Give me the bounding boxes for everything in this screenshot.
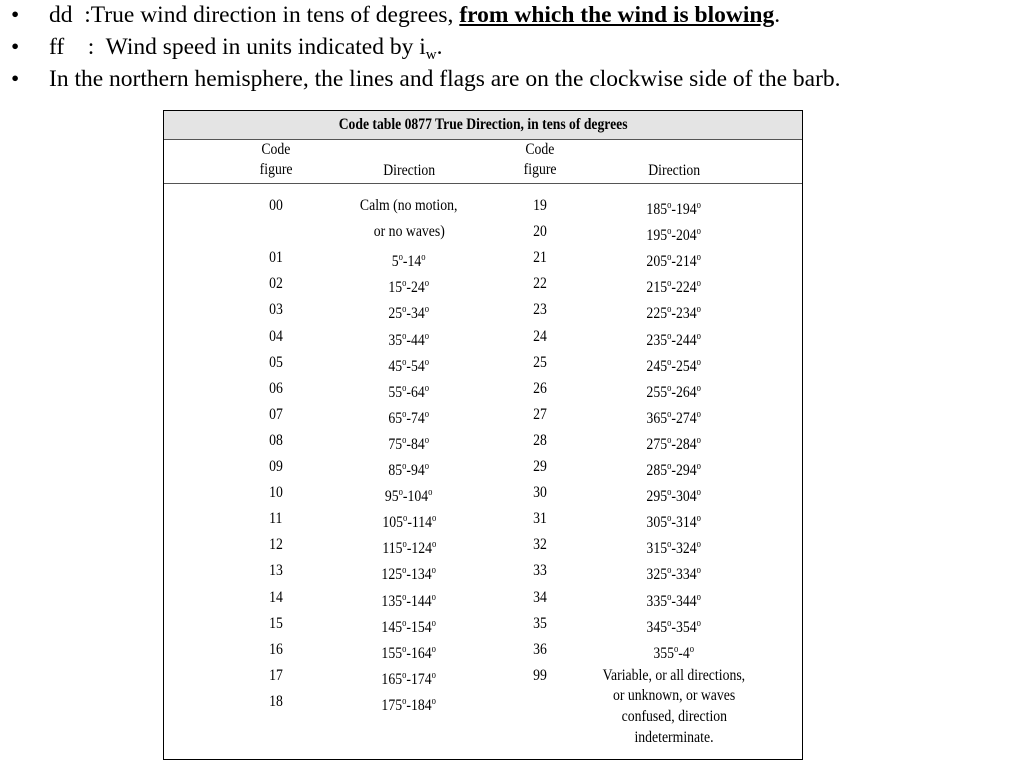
- direction-cell: 155$^o$-164$^o$: [381, 643, 437, 662]
- direction-cell: 335$^o$-344$^o$: [646, 591, 702, 610]
- direction-cell: 275$^o$-284$^o$: [646, 434, 702, 453]
- code-figure-cell: 00: [269, 197, 283, 214]
- code-figure-cell: 99: [533, 666, 547, 684]
- code-figure-cell: 19: [533, 197, 547, 214]
- code-figure-cell: 05: [269, 353, 283, 371]
- direction-cell: 95$^o$-104$^o$: [385, 487, 433, 506]
- direction-cell: 185$^o$-194$^o$: [646, 200, 702, 218]
- code-figure-cell: 23: [533, 301, 547, 319]
- direction-cell: Calm (no motion,: [360, 197, 458, 214]
- direction-cell: 45$^o$-54$^o$: [388, 356, 430, 375]
- bullet-text-suffix: .: [774, 2, 781, 28]
- direction-cell: 35$^o$-44$^o$: [388, 330, 430, 349]
- code-figure-cell: 34: [533, 588, 547, 606]
- code-figure-cell: 15: [269, 614, 283, 632]
- direction-cell: 235$^o$-244$^o$: [646, 330, 702, 349]
- code-figure-cell: 13: [269, 562, 283, 580]
- direction-cell: 55$^o$-64$^o$: [388, 382, 430, 401]
- direction-cell: 135$^o$-144$^o$: [381, 591, 437, 610]
- code-figure-cell: 27: [533, 405, 547, 423]
- code-figure-cell: 30: [533, 484, 547, 502]
- code-figure-cell: 25: [533, 353, 547, 371]
- code-figure-cell: 02: [269, 275, 283, 293]
- code-figure-cell: 08: [269, 431, 283, 449]
- direction-cell: 365$^o$-274$^o$: [646, 408, 702, 427]
- bullet-symbol: •: [11, 34, 20, 60]
- direction-cell: 215$^o$-224$^o$: [646, 278, 702, 297]
- code-figure-cell: 20: [533, 223, 547, 241]
- direction-cell: 225$^o$-234$^o$: [646, 304, 702, 323]
- direction-cell: Variable, or all directions,: [602, 666, 746, 684]
- code-figure-cell: 26: [533, 379, 547, 397]
- direction-cell: 165$^o$-174$^o$: [381, 669, 437, 688]
- bullet-text-prefix: ff : Wind speed in units indicated by i: [49, 34, 426, 60]
- code-figure-cell: 07: [269, 405, 283, 423]
- direction-cell: 65$^o$-74$^o$: [388, 408, 430, 427]
- bullet-item-hemisphere: [0, 64, 1024, 94]
- bullet-symbol: •: [11, 2, 20, 28]
- direction-cell: 295$^o$-304$^o$: [646, 487, 702, 506]
- bullet-item-dd: [0, 0, 1024, 30]
- header-code-figure-left: [236, 140, 316, 180]
- code-figure-cell: 31: [533, 510, 547, 528]
- bullet-text-prefix: dd :True wind direction in tens of degrees,: [49, 2, 460, 28]
- code-figure-cell: 01: [269, 249, 283, 267]
- code-figure-cell: 10: [269, 484, 283, 502]
- code-figure-cell: 32: [533, 536, 547, 554]
- bullet-text-emphasis: from which the wind is blowing: [459, 2, 775, 28]
- code-figure-cell: 11: [269, 510, 283, 528]
- direction-cell: 105$^o$-114$^o$: [382, 513, 436, 532]
- bullet-text: [49, 0, 780, 30]
- bullet-text-subscript: w: [425, 47, 437, 63]
- direction-cell: 255$^o$-264$^o$: [646, 382, 702, 401]
- bullet-item-ff: [0, 32, 1024, 62]
- code-figure-cell: 36: [533, 640, 547, 658]
- direction-cell: 25$^o$-34$^o$: [388, 304, 430, 323]
- code-figure-cell: 12: [269, 536, 283, 554]
- header-code-line2: figure: [259, 161, 293, 178]
- code-figure-cell: 06: [269, 379, 283, 397]
- code-figure-cell: 29: [533, 458, 547, 475]
- header-code-line2: figure: [523, 161, 557, 178]
- code-figure-cell: 18: [269, 692, 283, 710]
- direction-cell: 195$^o$-204$^o$: [646, 226, 702, 245]
- direction-cell: or no waves): [373, 223, 445, 241]
- direction-cell: 75$^o$-84$^o$: [388, 434, 430, 453]
- code-figure-cell: 09: [269, 458, 283, 475]
- code-figure-cell: 04: [269, 327, 283, 345]
- table-title: [164, 111, 802, 140]
- direction-cell: indeterminate.: [634, 728, 714, 746]
- code-figure-cell: 22: [533, 275, 547, 293]
- table-header: [164, 139, 802, 184]
- code-figure-cell: 33: [533, 562, 547, 580]
- direction-cell: 355$^o$-4$^o$: [653, 643, 695, 662]
- direction-cell: 285$^o$-294$^o$: [646, 461, 702, 479]
- direction-cell: 125$^o$-134$^o$: [381, 565, 437, 584]
- code-figure-cell: 17: [269, 666, 283, 684]
- header-code-line1: Code: [261, 141, 291, 158]
- direction-cell: 315$^o$-324$^o$: [646, 539, 702, 558]
- header-code-line1: Code: [525, 141, 555, 158]
- direction-cell: 15$^o$-24$^o$: [388, 278, 430, 297]
- bullet-symbol: •: [11, 66, 20, 92]
- direction-cell: 205$^o$-214$^o$: [646, 252, 702, 271]
- direction-cell: or unknown, or waves: [612, 687, 736, 705]
- bullet-text-suffix: .: [436, 34, 443, 60]
- code-figure-cell: 21: [533, 249, 547, 267]
- direction-cell: 325$^o$-334$^o$: [646, 565, 702, 584]
- direction-cell: 345$^o$-354$^o$: [646, 617, 702, 636]
- direction-cell: 245$^o$-254$^o$: [646, 356, 702, 375]
- header-direction-right: Direction: [648, 162, 700, 179]
- direction-cell: 85$^o$-94$^o$: [388, 461, 430, 479]
- direction-cell: 145$^o$-154$^o$: [381, 617, 437, 636]
- code-figure-cell: 24: [533, 327, 547, 345]
- bullet-text: In the northern hemisphere, the lines and flags are on the clockwise side of the barb.: [49, 66, 841, 92]
- table-title-text: Code table 0877 True Direction, in tens of degrees: [338, 116, 628, 133]
- header-code-figure-right: [500, 140, 580, 180]
- code-figure-cell: 14: [269, 588, 283, 606]
- code-table: [163, 110, 803, 760]
- direction-cell: confused, direction: [621, 708, 727, 725]
- code-figure-cell: 28: [533, 431, 547, 449]
- code-figure-cell: 16: [269, 640, 283, 658]
- direction-cell: 175$^o$-184$^o$: [381, 695, 437, 714]
- code-figure-cell: 03: [269, 301, 283, 319]
- direction-cell: 5$^o$-14$^o$: [392, 252, 426, 271]
- header-direction-left: Direction: [383, 162, 435, 179]
- direction-cell: 305$^o$-314$^o$: [646, 513, 702, 532]
- code-figure-cell: 35: [533, 614, 547, 632]
- direction-cell: 115$^o$-124$^o$: [382, 539, 436, 558]
